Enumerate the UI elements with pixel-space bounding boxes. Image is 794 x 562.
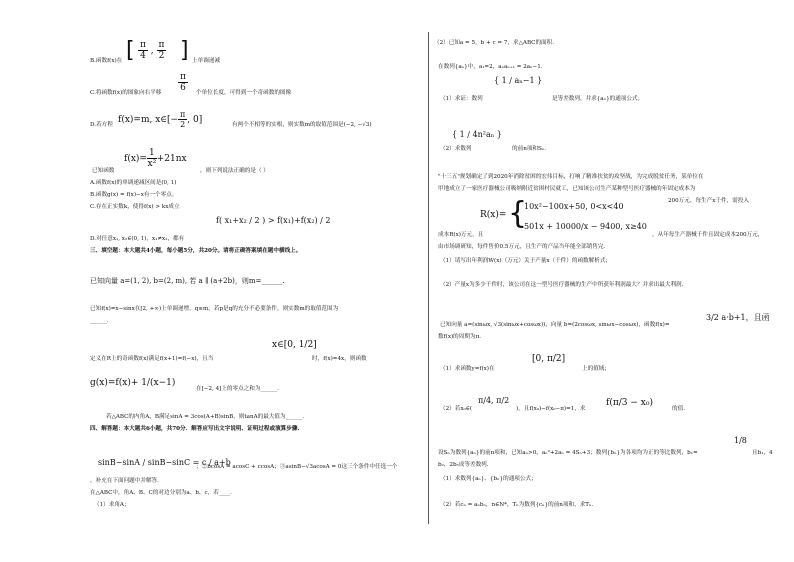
profit-q2: （2）产量x为多少千件时，该公司在这一型号医疗器械的生产中所获年利润最大？并求出最大利润. [440,282,684,288]
cost-line-tail: ，从年每生产器械千件且固定成本200万元， [652,232,764,238]
profit-q1: （1）请写出年利润W(x)（万元）关于产量x（千件）的函数解析式； [440,258,612,264]
range-interval: [0, π/2] [532,354,566,364]
poverty-line2: 甲地成立了一家医疗器械公司吸纳附近贫困村民就工，已知该公司生产某种型号医疗器械的年固定成本为 [438,186,696,192]
cost-line: 成本R(x)万元，且 [438,232,484,238]
option-d-label: D.若方程 [90,122,113,128]
left-bracket: [ [126,38,135,63]
piecewise-case-2: 501x + 10000/x − 9400, x≥40 [524,222,647,231]
sequence-problem: 在数列{aₙ}中，a₁=2，aₙaₙ₊₁ = 2aₙ−1. [438,64,543,70]
vector-q1: （1）求函数y=f(x)在 [440,366,495,372]
poverty-line1: "十三五"规划确定了到2020年消除贫困的宏伟目标，打响了精准扶贫的攻坚战，为完成脱贫任务，某单位在 [438,174,704,180]
vector-q2-interval: π/4, π/2 [478,396,510,405]
option-c-fraction: $\frac{\pi}{6}$ [180,72,186,93]
right-q2: （2）已知a = 5，b + c = 7，求△ABC的面积. [434,40,555,46]
fill-question-3: 定义在R上的奇函数f(x)满足f(x+1)=f(−x)，且当 [90,356,214,362]
series-problem-line2: b₂，2b₃成等差数列. [438,462,489,468]
option-d-tail: 有两个不相等的实根，则实数m的取值范围是(−2, −√3) [232,122,372,128]
fill-question-3-g: g(x)=f(x)+ 1/(x−1) [90,378,176,388]
vector-q2: （2）若x₀∈( [440,406,473,412]
vector-q2-tail: 的值. [672,406,685,412]
sequence-frac-1: { 1 / aₙ−1 } [494,76,543,85]
market-line: 由市场调研知，每件售价0.5万元，且生产的产品当年能全部销售完. [438,244,606,250]
vector-q2-mid: )，且f(x₀)−f(x₀−π)=1，求 [516,406,586,412]
sequence-frac-2: { 1 / 4n²aₙ } [452,130,502,139]
solution-1-line2: ，补充在下面问题中并解答. [90,478,159,484]
series-problem-tail: 且b₁，4 [752,450,773,456]
fill-question-3-tail: 时，f(x)=4x，则函数 [312,356,367,362]
vector-period: 数f(x)的周期为π. [438,334,482,340]
option-c-label: C.将函数f(x)的图象向右平移 [90,90,162,96]
choice-d-inequality: f( x₁+x₂ / 2 ) > f(x₁)+f(x₂) / 2 [216,216,331,225]
section-answers: 四、解答题：本大题共6小题，共70分．解答应写出文字说明、证明过程或演算步骤. [90,426,300,432]
option-c-tail: 个单位长度，可得到一个奇函数的图像 [196,90,292,96]
choice-b: B.函数g(x) = f(x)−x有一个零点。 [90,192,178,198]
poverty-line3: 200万元，每生产x千件，需投入 [668,198,749,204]
choice-a: A.函数f(x)的单调递减区间是(0, 1) [90,180,177,186]
vector-problem: 已知向量 a=(sinωx, √3(sinωx+cosωx))，向量 b=(2cosωx, sinωx−cosωx)，函数f(x)= [440,322,670,328]
fill-question-1: 已知向量 a=(1, 2), b=(2, m), 若 a ∥ (a+2b)，则m=______. [90,277,285,285]
vector-q2-expression: f(π/3 − x₀) [606,398,653,408]
fill-question-4: 若△ABC的内角A、B满足sinA = 3cos(A+B)sinB，则tanA的最大值为______. [106,414,305,420]
series-q1: （1）求数列{aₙ}、{bₙ}的通项公式； [440,476,537,482]
cost-function-label: R(x)= [480,210,507,220]
series-b1-value: 1/8 [734,436,747,445]
piecewise-case-1: 10x²−100x+50, 0<x<40 [524,202,624,211]
sequence-q2: （2）求数列 [440,146,472,152]
vector-q1-tail: 上的值域； [582,366,610,372]
series-q2: （2）若cₙ = aₙbₙ，n∈N*，Tₙ为数列{cₙ}的前n项和，求Tₙ. [440,502,594,508]
fill-question-2: 已知f(x)=x−sinx在[2, +∞)上单调递增，q≤m，若p是q的充分不必要条件，则实数m的取值范围为 [90,306,339,312]
series-problem: 设Sₙ为数列{aₙ}的前n项和，已知aₙ>0，aₙ²+2aₙ = 4Sₙ+3；数列{bₙ}为各项均为正的等比数列，b₁= [438,450,698,456]
option-b-tail: 上单调递减 [192,58,220,64]
option-d-equation: f(x)=m, x∈[− $\frac{\pi}{2}$ , 0] [118,110,203,129]
sequence-q1: （1）求证：数列 [440,96,483,102]
right-bracket: ] [180,38,189,63]
section-fill-in: 三、填空题：本大题共4小题，每小题5分，共20分。请将正确答案填在题中横线上。 [90,248,302,254]
option-b-interval: $\frac{\pi}{4}$ , $\frac{\pi}{2}$ [140,40,165,61]
question-prompt: ，则下列说法正确的是（ ） [200,168,269,174]
choice-d: D.对任意x₁, x₂∈(0, 1)，x₁≠x₂，都有 [90,236,185,242]
fill-question-3-interval: x∈[0, 1/2] [272,340,317,350]
given-function: f(x)= $\frac{1}{\text{x²}}$ +21nx [124,148,187,169]
solution-1-q1: （1）求角A； [94,502,130,508]
solution-1-line3: 在△ABC中，角A、B、C的对边分别为a、b、c，若____. [90,490,232,496]
solution-1-condition: sinB−sinA / sinB−sinC = c / a+b [98,458,231,467]
fill-question-3-g-tail: 在[−2, 4]上的零点之和为______. [196,386,280,392]
given-label: 已知函数 [92,168,115,174]
piecewise-brace: { [508,196,528,231]
sequence-q2-tail: 的前n项和Sₙ. [512,146,547,152]
column-divider [428,32,429,524]
vector-function-frac: 3/2 a·b+1，且函 [706,313,770,322]
fill-question-2-blank: ______. [90,318,109,324]
solution-1-options: ；②bcosA = acosC + ccosA；③asinB−√3acosA = 0这三个条件中任选一个 [196,464,398,470]
option-b-label: B.函数f(x)在 [90,58,123,64]
sequence-q1-tail: 是等差数列，并求{aₙ}的通项公式； [552,96,644,102]
choice-c: C.存在正实数k，使得f(x) > kx成立 [90,204,180,210]
